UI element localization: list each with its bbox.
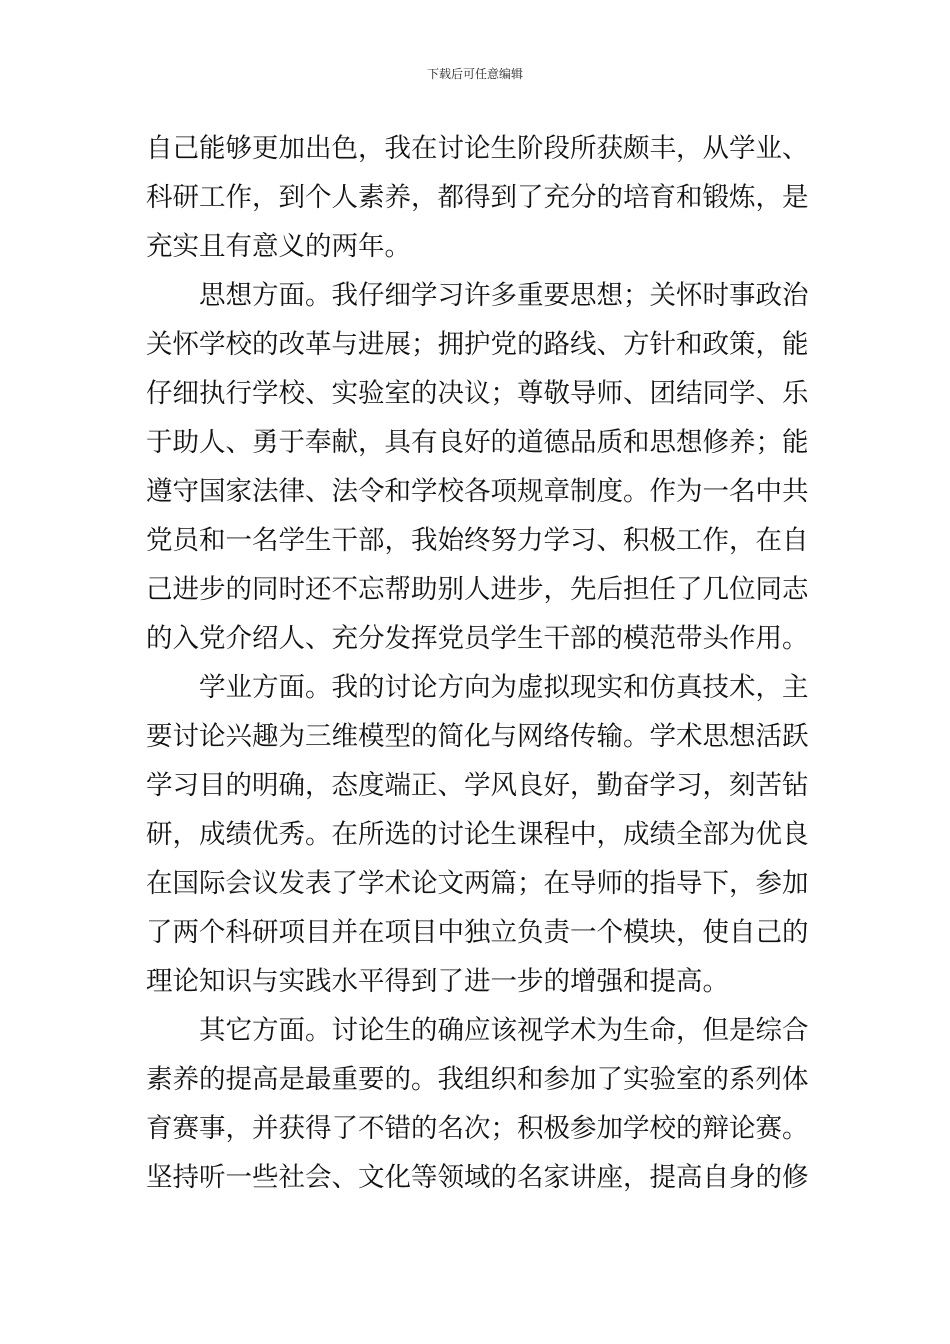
text-line: 己进步的同时还不忘帮助别人进步，先后担任了几位同志 bbox=[146, 574, 809, 605]
text-line: 要讨论兴趣为三维模型的简化与网络传输。学术思想活跃 bbox=[146, 721, 809, 752]
text-line: 思想方面。我仔细学习许多重要思想；关怀时事政治 bbox=[146, 280, 809, 311]
text-line: 理论知识与实践水平得到了进一步的增强和提高。 bbox=[146, 966, 729, 997]
text-line: 科研工作，到个人素养，都得到了充分的培育和锻炼，是 bbox=[146, 182, 809, 213]
text-line: 坚持听一些社会、文化等领域的名家讲座，提高自身的修 bbox=[146, 1162, 809, 1193]
text-line: 于助人、勇于奉献，具有良好的道德品质和思想修养；能 bbox=[146, 427, 809, 458]
text-line: 素养的提高是最重要的。我组织和参加了实验室的系列体 bbox=[146, 1064, 809, 1095]
text-line: 在国际会议发表了学术论文两篇；在导师的指导下，参加 bbox=[146, 868, 809, 899]
text-line: 的入党介绍人、充分发挥党员学生干部的模范带头作用。 bbox=[146, 623, 809, 654]
text-line: 充实且有意义的两年。 bbox=[146, 231, 411, 262]
text-line: 研，成绩优秀。在所选的讨论生课程中，成绩全部为优良 bbox=[146, 819, 809, 850]
body-text bbox=[146, 124, 812, 1202]
text-line: 了两个科研项目并在项目中独立负责一个模块，使自己的 bbox=[146, 917, 809, 948]
text-line: 学习目的明确，态度端正、学风良好，勤奋学习，刻苦钻 bbox=[146, 770, 809, 801]
text-line: 关怀学校的改革与进展；拥护党的路线、方针和政策，能 bbox=[146, 329, 809, 360]
text-line: 自己能够更加出色，我在讨论生阶段所获颇丰，从学业、 bbox=[146, 133, 809, 164]
text-line: 党员和一名学生干部，我始终努力学习、积极工作，在自 bbox=[146, 525, 809, 556]
text-line: 育赛事，并获得了不错的名次；积极参加学校的辩论赛。 bbox=[146, 1113, 809, 1144]
text-line: 仔细执行学校、实验室的决议；尊敬导师、团结同学、乐 bbox=[146, 378, 809, 409]
text-line: 其它方面。讨论生的确应该视学术为生命，但是综合 bbox=[146, 1015, 809, 1046]
page-header: 下载后可任意编辑 bbox=[426, 67, 523, 81]
text-line: 学业方面。我的讨论方向为虚拟现实和仿真技术，主 bbox=[146, 672, 809, 703]
text-line: 遵守国家法律、法令和学校各项规章制度。作为一名中共 bbox=[146, 476, 809, 507]
